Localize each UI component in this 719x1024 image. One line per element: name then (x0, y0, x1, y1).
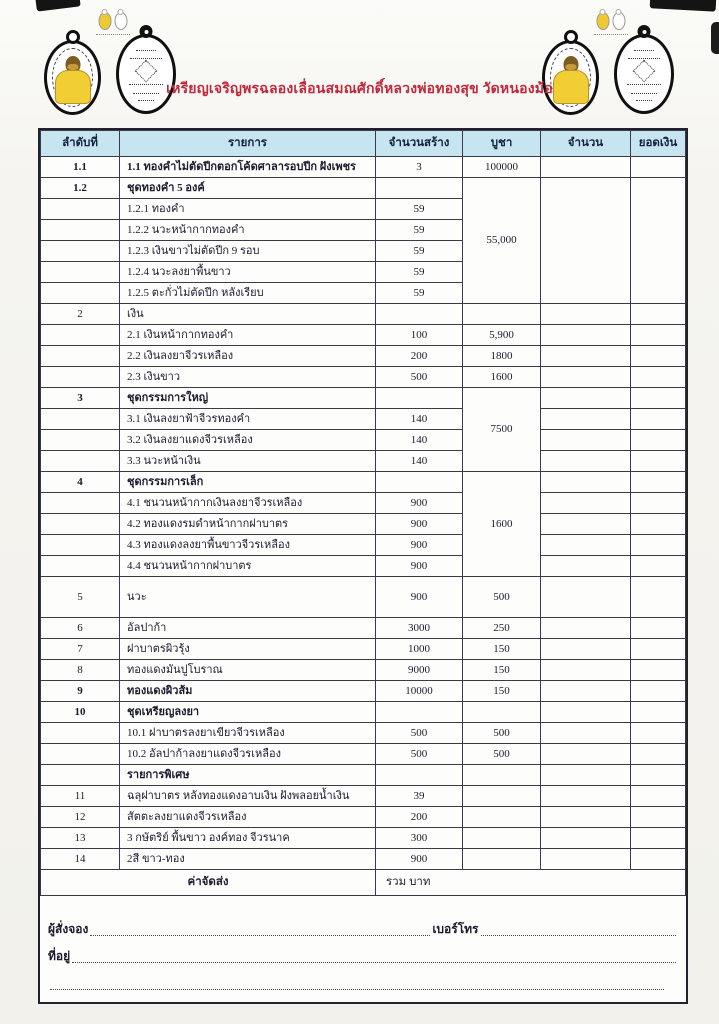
item-name-cell: 4.3 ทองแดงลงยาพื้นขาวจีวรเหลือง (120, 535, 376, 556)
mini-medal-gold-icon (98, 12, 111, 30)
address-label: ที่อยู่ (48, 949, 71, 963)
price-cell: 55,000 (463, 178, 541, 304)
quantity-cell (541, 451, 631, 472)
address-line (48, 939, 678, 966)
table-row (41, 786, 686, 807)
quantity-made-cell: 500 (376, 367, 463, 388)
row-number-cell (41, 765, 120, 786)
table-row (41, 618, 686, 639)
amount-cell (631, 556, 686, 577)
order-table (40, 130, 686, 896)
quantity-made-cell: 100 (376, 325, 463, 346)
price-cell: 250 (463, 618, 541, 639)
yantra-diagram-icon (135, 60, 158, 83)
yantra-text-line (129, 84, 163, 85)
item-name-cell: 1.2.1 ทองคำ (120, 199, 376, 220)
item-name-cell: 3.3 นวะหน้าเงิน (120, 451, 376, 472)
row-number-cell: 7 (41, 639, 120, 660)
yantra-text-line (627, 84, 661, 85)
table-row (41, 828, 686, 849)
amount-cell (631, 304, 686, 325)
row-number-cell (41, 535, 120, 556)
table-row (41, 493, 686, 514)
medal-back-face (614, 34, 674, 114)
amount-cell (631, 744, 686, 765)
yantra-text-line (631, 93, 657, 94)
price-cell: 1600 (463, 472, 541, 577)
quantity-cell (541, 723, 631, 744)
item-name-cell: 1.2.4 นวะลงยาพื้นขาว (120, 262, 376, 283)
quantity-cell (541, 514, 631, 535)
quantity-cell (541, 849, 631, 870)
table-row (41, 178, 686, 199)
quantity-made-cell: 300 (376, 828, 463, 849)
column-header-qty: จำนวน (541, 131, 631, 157)
table-row (41, 157, 686, 178)
item-name-cell: 10.1 ฝาบาตรลงยาเขียวจีวรเหลือง (120, 723, 376, 744)
item-name-cell: 4.1 ชนวนหน้ากากเงินลงยาจีวรเหลือง (120, 493, 376, 514)
item-name-cell: สัตตะลงยาแดงจีวรเหลือง (120, 807, 376, 828)
item-name-cell: ชุดเหรียญลงยา (120, 702, 376, 723)
price-cell (463, 786, 541, 807)
quantity-made-cell: 140 (376, 430, 463, 451)
item-name-cell: 2สี ขาว-ทอง (120, 849, 376, 870)
table-row (41, 723, 686, 744)
column-header-amount: ยอดเงิน (631, 131, 686, 157)
quantity-cell (541, 660, 631, 681)
quantity-made-cell: 59 (376, 283, 463, 304)
table-row (41, 535, 686, 556)
order-form-area (40, 896, 686, 1002)
yantra-text-line (636, 100, 652, 101)
medal-loop-icon (638, 25, 651, 38)
address-line-2 (48, 966, 678, 993)
row-number-cell (41, 241, 120, 262)
quantity-cell (541, 325, 631, 346)
item-name-cell: 10.2 อัลปาก้าลงยาแดงจีวรเหลือง (120, 744, 376, 765)
table-row (41, 765, 686, 786)
price-cell (463, 304, 541, 325)
amount-cell (631, 618, 686, 639)
quantity-made-cell: 900 (376, 514, 463, 535)
quantity-cell (541, 493, 631, 514)
amount-cell (631, 388, 686, 409)
amount-cell (631, 849, 686, 870)
quantity-cell (541, 367, 631, 388)
row-number-cell (41, 199, 120, 220)
item-name-cell: ชุดกรรมการใหญ่ (120, 388, 376, 409)
item-name-cell: 1.2.3 เงินขาวไม่ตัดปีก 9 รอบ (120, 241, 376, 262)
table-row (41, 367, 686, 388)
item-name-cell: 1.2.2 นวะหน้ากากทองคำ (120, 220, 376, 241)
amount-cell (631, 828, 686, 849)
row-number-cell (41, 514, 120, 535)
yantra-medal-image (116, 34, 176, 114)
row-number-cell (41, 367, 120, 388)
quantity-cell (541, 535, 631, 556)
amulet-images-right (538, 8, 683, 118)
mini-medal-silver-icon (114, 12, 127, 30)
amount-cell (631, 577, 686, 618)
amount-cell (631, 514, 686, 535)
quantity-cell (541, 430, 631, 451)
price-cell: 500 (463, 744, 541, 765)
price-cell: 1600 (463, 367, 541, 388)
table-row (41, 577, 686, 618)
row-number-cell: 14 (41, 849, 120, 870)
quantity-cell (541, 765, 631, 786)
quantity-made-cell: 900 (376, 556, 463, 577)
total-cell: รวม บาท (376, 870, 686, 896)
quantity-cell (541, 556, 631, 577)
table-row (41, 849, 686, 870)
header-row (41, 131, 686, 157)
quantity-made-cell (376, 472, 463, 493)
quantity-made-cell: 59 (376, 262, 463, 283)
mini-medals-image (596, 12, 625, 30)
quantity-cell (541, 577, 631, 618)
price-cell: 150 (463, 660, 541, 681)
address-fill-line (72, 961, 676, 963)
item-name-cell: 4.2 ทองแดงรมดำหน้ากากฝาบาตร (120, 514, 376, 535)
column-header-no: ลำดับที่ (41, 131, 120, 157)
row-number-cell: 10 (41, 702, 120, 723)
row-number-cell (41, 723, 120, 744)
row-number-cell: 2 (41, 304, 120, 325)
quantity-made-cell: 200 (376, 807, 463, 828)
row-number-cell: 13 (41, 828, 120, 849)
medal-loop-icon (564, 30, 578, 44)
order-table-header (41, 131, 686, 157)
price-cell (463, 765, 541, 786)
price-cell (463, 828, 541, 849)
price-cell (463, 849, 541, 870)
quantity-made-cell: 900 (376, 577, 463, 618)
row-number-cell: 3 (41, 388, 120, 409)
amount-cell (631, 346, 686, 367)
table-row (41, 744, 686, 765)
table-row (41, 472, 686, 493)
yantra-text-line (138, 100, 154, 101)
quantity-made-cell: 500 (376, 744, 463, 765)
row-number-cell (41, 430, 120, 451)
table-row (41, 304, 686, 325)
summary-row (41, 870, 686, 896)
row-number-cell: 12 (41, 807, 120, 828)
order-table-footer (41, 870, 686, 896)
amount-cell (631, 535, 686, 556)
price-cell: 100000 (463, 157, 541, 178)
quantity-made-cell (376, 388, 463, 409)
page-title: เหรียญเจริญพรฉลองเลื่อนสมณศักดิ์หลวงพ่อทองสุข วัดหนองม้อ (166, 82, 553, 97)
price-cell: 500 (463, 577, 541, 618)
monk-robe-icon (55, 70, 91, 104)
shipping-cost-cell: ค่าจัดส่ง (41, 870, 376, 896)
yantra-text-line (634, 50, 654, 51)
price-cell: 150 (463, 639, 541, 660)
quantity-made-cell: 200 (376, 346, 463, 367)
item-name-cell: 1.2.5 ตะกั่วไม่ตัดปีก หลังเรียบ (120, 283, 376, 304)
quantity-cell (541, 178, 631, 304)
table-row (41, 702, 686, 723)
quantity-made-cell: 59 (376, 220, 463, 241)
quantity-made-cell: 900 (376, 849, 463, 870)
scan-artifact-right-edge (711, 22, 719, 54)
quantity-cell (541, 639, 631, 660)
extra-fill-line (50, 988, 664, 990)
orderer-label: ผู้สั่งจอง (48, 922, 89, 936)
amulet-images-left (40, 8, 185, 118)
item-name-cell: 3.1 เงินลงยาฟ้าจีวรทองคำ (120, 409, 376, 430)
yantra-diagram-icon (633, 60, 656, 83)
table-row (41, 639, 686, 660)
row-number-cell (41, 283, 120, 304)
quantity-made-cell: 10000 (376, 681, 463, 702)
item-name-cell: อัลปาก้า (120, 618, 376, 639)
table-row (41, 430, 686, 451)
quantity-made-cell (376, 304, 463, 325)
column-header-item: รายการ (120, 131, 376, 157)
table-row (41, 325, 686, 346)
row-number-cell: 1.2 (41, 178, 120, 199)
amount-cell (631, 786, 686, 807)
table-row (41, 807, 686, 828)
quantity-made-cell: 500 (376, 723, 463, 744)
quantity-cell (541, 388, 631, 409)
table-row (41, 514, 686, 535)
amount-cell (631, 660, 686, 681)
quantity-cell (541, 807, 631, 828)
item-name-cell: นวะ (120, 577, 376, 618)
amount-cell (631, 493, 686, 514)
amount-cell (631, 409, 686, 430)
row-number-cell: 4 (41, 472, 120, 493)
mini-medal-gold-icon (596, 12, 609, 30)
quantity-cell (541, 744, 631, 765)
amount-cell (631, 765, 686, 786)
row-number-cell: 9 (41, 681, 120, 702)
item-name-cell: 3 กษัตริย์ พื้นขาว องค์ทอง จีวรนาค (120, 828, 376, 849)
quantity-made-cell: 9000 (376, 660, 463, 681)
item-name-cell: ทองแดงมันปูโบราณ (120, 660, 376, 681)
amount-cell (631, 702, 686, 723)
price-cell (463, 702, 541, 723)
column-header-price: บูชา (463, 131, 541, 157)
item-name-cell: ทองแดงผิวส้ม (120, 681, 376, 702)
amount-cell (631, 430, 686, 451)
row-number-cell (41, 346, 120, 367)
orderer-fill-line (90, 934, 430, 936)
row-number-cell (41, 451, 120, 472)
phone-label: เบอร์โทร (432, 922, 479, 936)
row-number-cell: 1.1 (41, 157, 120, 178)
row-number-cell: 11 (41, 786, 120, 807)
item-name-cell: เงิน (120, 304, 376, 325)
column-header-qty-made: จำนวนสร้าง (376, 131, 463, 157)
row-number-cell: 6 (41, 618, 120, 639)
quantity-made-cell: 39 (376, 786, 463, 807)
table-row (41, 556, 686, 577)
order-table-box (38, 128, 688, 1004)
price-cell: 5,900 (463, 325, 541, 346)
yantra-text-line (133, 93, 159, 94)
medal-front-face (44, 40, 101, 115)
orderer-line (48, 912, 678, 939)
row-number-cell (41, 220, 120, 241)
quantity-cell (541, 618, 631, 639)
table-row (41, 681, 686, 702)
amount-cell (631, 451, 686, 472)
quantity-made-cell: 3000 (376, 618, 463, 639)
row-number-cell (41, 325, 120, 346)
quantity-cell (541, 702, 631, 723)
table-row (41, 346, 686, 367)
quantity-made-cell: 140 (376, 451, 463, 472)
phone-fill-line (481, 934, 677, 936)
amount-cell (631, 367, 686, 388)
row-number-cell: 8 (41, 660, 120, 681)
quantity-made-cell: 140 (376, 409, 463, 430)
item-name-cell: 2.2 เงินลงยาจีวรเหลือง (120, 346, 376, 367)
medal-loop-icon (140, 25, 153, 38)
amount-cell (631, 325, 686, 346)
table-row (41, 451, 686, 472)
quantity-cell (541, 786, 631, 807)
quantity-made-cell (376, 702, 463, 723)
table-row (41, 409, 686, 430)
quantity-made-cell: 1000 (376, 639, 463, 660)
price-cell: 150 (463, 681, 541, 702)
item-name-cell: ฉลุฝาบาตร หลังทองแดงอาบเงิน ฝังพลอยน้ำเงิน (120, 786, 376, 807)
item-name-cell: 4.4 ชนวนหน้ากากฝาบาตร (120, 556, 376, 577)
yantra-text-line (136, 50, 156, 51)
item-name-cell: ชุดทองคำ 5 องค์ (120, 178, 376, 199)
quantity-cell (541, 409, 631, 430)
quantity-cell (541, 346, 631, 367)
mini-medals-image (98, 12, 127, 30)
quantity-cell (541, 304, 631, 325)
item-name-cell: 2.1 เงินหน้ากากทองคำ (120, 325, 376, 346)
row-number-cell (41, 409, 120, 430)
quantity-cell (541, 828, 631, 849)
row-number-cell (41, 493, 120, 514)
quantity-made-cell (376, 178, 463, 199)
quantity-made-cell: 900 (376, 535, 463, 556)
quantity-made-cell (376, 765, 463, 786)
medal-loop-icon (66, 30, 80, 44)
amount-cell (631, 639, 686, 660)
quantity-cell (541, 472, 631, 493)
table-row (41, 388, 686, 409)
quantity-cell (541, 157, 631, 178)
amount-cell (631, 157, 686, 178)
amount-cell (631, 178, 686, 304)
item-name-cell: 1.1 ทองคำไม่ตัดปีกตอกโค้ดศาลารอบปีก ฝังเพชร (120, 157, 376, 178)
item-name-cell: รายการพิเศษ (120, 765, 376, 786)
yantra-medal-image (614, 34, 674, 114)
order-table-body (41, 157, 686, 870)
amount-cell (631, 723, 686, 744)
row-number-cell (41, 556, 120, 577)
amount-cell (631, 681, 686, 702)
price-cell: 1800 (463, 346, 541, 367)
amount-cell (631, 472, 686, 493)
row-number-cell: 5 (41, 577, 120, 618)
price-cell: 500 (463, 723, 541, 744)
table-row (41, 660, 686, 681)
row-number-cell (41, 744, 120, 765)
quantity-made-cell: 3 (376, 157, 463, 178)
monk-medal-image (44, 40, 101, 115)
medal-back-face (116, 34, 176, 114)
item-name-cell: ฝาบาตรผิวรุ้ง (120, 639, 376, 660)
amount-cell (631, 807, 686, 828)
price-cell: 7500 (463, 388, 541, 472)
quantity-cell (541, 681, 631, 702)
mini-medal-silver-icon (612, 12, 625, 30)
item-name-cell: ชุดกรรมการเล็ก (120, 472, 376, 493)
quantity-made-cell: 900 (376, 493, 463, 514)
item-name-cell: 2.3 เงินขาว (120, 367, 376, 388)
item-name-cell: 3.2 เงินลงยาแดงจีวรเหลือง (120, 430, 376, 451)
price-cell (463, 807, 541, 828)
row-number-cell (41, 262, 120, 283)
quantity-made-cell: 59 (376, 199, 463, 220)
quantity-made-cell: 59 (376, 241, 463, 262)
